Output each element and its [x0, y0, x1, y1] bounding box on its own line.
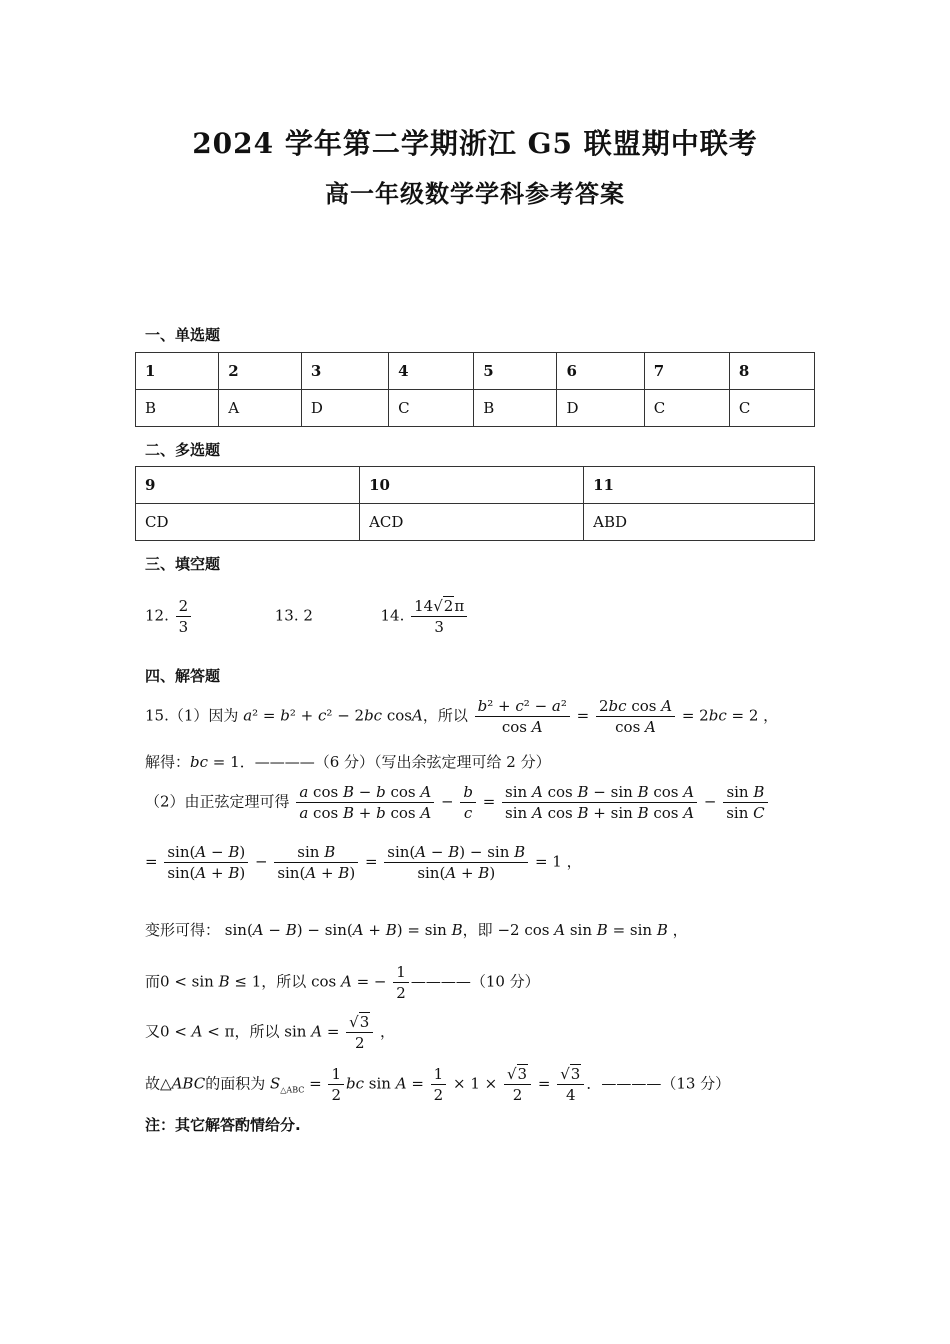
- q12-label: 12.: [145, 606, 169, 625]
- section-fill-blank-heading: 三、填空题: [145, 555, 221, 573]
- table-row: [136, 390, 815, 427]
- q14-fraction: $\frac{14√2\pi}{3}$: [411, 596, 467, 637]
- exam-title: 2024 学年第二学期浙江 G5 联盟期中联考: [192, 127, 758, 160]
- p15-line3: （2）由正弦定理可得 $\frac{\text{a cos B − b cos A}}{\text{a cos B + b cos A}}$ − $\frac{b}{c}$ = $\frac{\text{sin A cos B − sin B cos A}}{\text{sin A cos B + sin B cos A}}$ − $\frac{\text{sin B}}{\text{sin C}}$: [145, 782, 770, 823]
- answer-cell: D: [557, 390, 644, 427]
- question-number: 8: [729, 353, 814, 390]
- table-row: [136, 467, 815, 504]
- question-number: 10: [360, 467, 584, 504]
- q12-fraction: $\frac{2}{3}$: [176, 596, 192, 637]
- p15-line4: = $\frac{\sin(A - B)}{\sin(A + B)}$ − $\frac{\text{sin B}}{\sin(A + B)}$ = $\frac{\text{sin(A − B) − sin B}}{\sin(A + B)}$ = 1 ，: [145, 843, 582, 882]
- p15-line8: 故△ABC的面积为 $S_{\triangle ABC}$ = $\frac{1}{2}$ bc sin A = $\frac{1}{2}$ × 1 × $\frac{√3}{2}$ = $\frac{√3}{4}$ ．————（13 分）: [145, 1065, 731, 1104]
- exam-subtitle: 高一年级数学学科参考答案: [325, 179, 625, 208]
- question-number: 2: [219, 353, 302, 390]
- p15-line1: 15.（1）因为 a² = b² + c² − 2bc cosA，所以 $\frac{\text{b² + c² − a²}}{\text{cos A}}$ = $\frac{\text{2bc cos A}}{\text{cos A}}$ = 2bc = 2 ，: [145, 697, 779, 736]
- question-number: 9: [136, 467, 360, 504]
- section-multi-choice-heading: 二、多选题: [145, 441, 221, 459]
- answer-cell: ACD: [360, 504, 584, 541]
- answer-cell: C: [389, 390, 474, 427]
- p15-line5: 变形可得： sin(A − B) − sin(A + B) = sin B，即 −2 cos A sin B = sin B ，: [145, 921, 688, 939]
- grading-note: 注：其它解答酌情给分.: [145, 1116, 301, 1134]
- answer-cell: B: [136, 390, 219, 427]
- p15-line7: 又0 < A < π，所以 sin A = $\frac{√3}{2}$ ，: [145, 1013, 396, 1052]
- question-number: 4: [389, 353, 474, 390]
- answer-cell: C: [644, 390, 729, 427]
- fill-blank-answers: [145, 596, 469, 637]
- table-row: [136, 504, 815, 541]
- answer-cell: CD: [136, 504, 360, 541]
- single-choice-table: [135, 352, 815, 427]
- answer-cell: D: [301, 390, 388, 427]
- question-number: 6: [557, 353, 644, 390]
- section-single-choice-heading: 一、单选题: [145, 326, 221, 344]
- answer-cell: A: [219, 390, 302, 427]
- p15-line2: 解得：bc = 1．————（6 分）（写出余弦定理可给 2 分）: [145, 753, 551, 771]
- q13-answer: 13. 2: [274, 606, 313, 625]
- multi-choice-table: [135, 466, 815, 541]
- answer-cell: B: [474, 390, 557, 427]
- question-number: 11: [584, 467, 815, 504]
- q14-label: 14.: [380, 606, 405, 625]
- table-row: [136, 353, 815, 390]
- p15-line6: 而0 < sin B ≤ 1，所以 cos A = − $\frac{1}{2}$ ————（10 分）: [145, 963, 540, 1002]
- question-number: 7: [644, 353, 729, 390]
- answer-cell: C: [729, 390, 814, 427]
- question-number: 5: [474, 353, 557, 390]
- section-solution-heading: 四、解答题: [145, 667, 221, 685]
- question-number: 3: [301, 353, 388, 390]
- question-number: 1: [136, 353, 219, 390]
- answer-cell: ABD: [584, 504, 815, 541]
